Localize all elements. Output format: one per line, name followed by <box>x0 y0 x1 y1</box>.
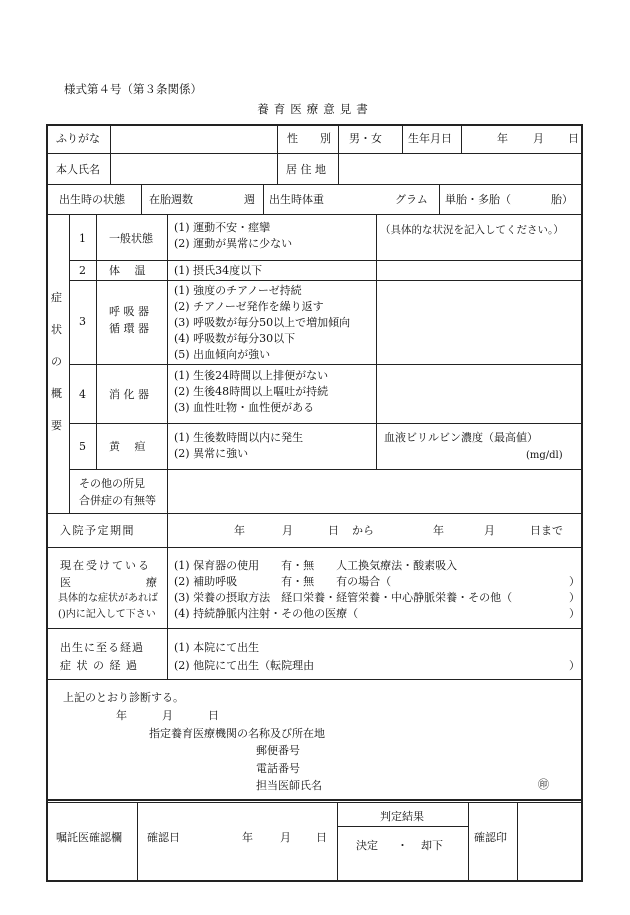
treatment-item[interactable]: (4) 持続静脈内注射・その他の医療（ <box>174 607 359 620</box>
line-v-3 <box>338 125 339 184</box>
symptom-item[interactable]: (3) 血性吐物・血性便がある <box>174 401 315 414</box>
symptoms-side-label <box>51 292 62 431</box>
other-label-line: その他の所見 <box>79 477 145 490</box>
line-v-6 <box>141 184 142 214</box>
stamp-field[interactable] <box>519 804 580 879</box>
line-v-15 <box>337 802 338 881</box>
line-v-2 <box>277 125 278 184</box>
symptom-number: 1 <box>79 232 86 245</box>
form-number: 様式第４号（第３条関係） <box>64 82 202 96</box>
weeks-unit: 週 <box>244 193 255 206</box>
line-h-1 <box>47 153 582 154</box>
birth-year-unit: 年 <box>497 132 508 145</box>
decide-option[interactable]: 決定 <box>356 839 378 852</box>
symptom-item[interactable]: (2) チアノーゼ発作を繰り返す <box>174 300 324 313</box>
symptom-name: 黄 疸 <box>109 440 146 453</box>
line-h-2 <box>47 184 582 185</box>
furigana-label: ふりがな <box>56 132 100 145</box>
line-h-11 <box>47 628 582 629</box>
close-paren: ） <box>569 575 580 588</box>
line-v-7 <box>263 184 264 214</box>
admission-end-month: 月 <box>484 524 495 537</box>
treatment-item[interactable]: (3) 栄養の摂取方法 経口栄養・経管栄養・中心静脈栄養・その他（ <box>174 591 513 604</box>
stamp-label: 確認印 <box>474 831 507 844</box>
line-h-14 <box>47 802 582 803</box>
line-h-3 <box>47 214 582 215</box>
line-h-8 <box>69 469 582 470</box>
treatment-label-2b: 療 <box>146 576 157 589</box>
line-v-5 <box>461 125 462 153</box>
side-char: 概 <box>51 387 62 400</box>
line-h-10 <box>47 547 582 548</box>
sex-options[interactable]: 男・女 <box>349 132 382 145</box>
treatment-items <box>174 560 512 619</box>
course-label-1: 出生に至る経過 <box>60 641 144 654</box>
confirm-date-label: 確認日 <box>147 831 180 844</box>
treatment-label-1: 現在受けている <box>60 559 151 572</box>
admission-from: から <box>352 524 374 537</box>
line-v-11 <box>167 214 168 513</box>
symptom-number: 3 <box>79 315 86 328</box>
admission-start-day: 日 <box>328 524 339 537</box>
symptom-number: 4 <box>79 388 86 401</box>
confirm-month: 月 <box>280 831 291 844</box>
symptom-item[interactable]: (1) 強度のチアノーゼ持続 <box>174 284 302 297</box>
side-char: 状 <box>51 323 62 336</box>
birth-month-unit: 月 <box>533 132 544 145</box>
admission-until: 日まで <box>530 524 563 537</box>
symptom-items <box>174 285 350 360</box>
confirm-day: 日 <box>316 831 327 844</box>
line-v-8 <box>439 184 440 214</box>
symptom-item[interactable]: (5) 出血傾向が強い <box>174 348 271 361</box>
symptom-item[interactable]: (1) 運動不安・痙攣 <box>174 221 271 234</box>
symptom-name <box>109 306 149 334</box>
symptom-name-line: 呼 吸 器 <box>109 305 149 318</box>
multiplicity-unit: 胎） <box>551 193 573 206</box>
side-char: の <box>51 355 62 368</box>
line-h-13 <box>47 799 582 801</box>
line-v-4 <box>402 125 403 153</box>
treatment-label-4: ()内に記入して下さい <box>58 609 156 620</box>
admission-label: 入院予定期間 <box>60 524 135 537</box>
symptom-item[interactable]: (2) 運動が異常に少ない <box>174 237 293 250</box>
line-h-12 <box>47 679 582 680</box>
diagnosis-statement: 上記のとおり診断する。 <box>63 691 184 704</box>
line-h-7 <box>69 423 582 424</box>
line-v-16 <box>468 802 469 881</box>
judgement-label: 判定結果 <box>380 810 424 823</box>
admission-start-month: 月 <box>282 524 293 537</box>
symptom-name-line: 循 環 器 <box>109 322 149 335</box>
symptom-item[interactable]: (4) 呼吸数が毎分30以下 <box>174 332 296 345</box>
address-label: 居 住 地 <box>286 163 326 176</box>
line-v-13 <box>167 513 168 679</box>
birthdate-label: 生年月日 <box>408 132 452 145</box>
side-char: 要 <box>51 419 62 432</box>
symptom-name: 消 化 器 <box>109 388 149 401</box>
doctor-name-label: 担当医師氏名 <box>256 779 322 792</box>
symptoms-note: （具体的な状況を記入してください。） <box>380 224 564 236</box>
confirm-year: 年 <box>242 831 253 844</box>
line-v-10 <box>96 214 97 469</box>
side-char: 症 <box>51 291 62 304</box>
border-bottom <box>46 880 583 882</box>
treatment-label-3: 具体的な症状があれば <box>58 593 158 604</box>
symptom-item[interactable]: (2) 生後48時間以上嘔吐が持続 <box>174 385 329 398</box>
close-paren: ） <box>569 659 580 672</box>
declaration-day: 日 <box>208 709 219 722</box>
close-paren: ） <box>569 591 580 604</box>
symptom-items <box>174 432 303 459</box>
line-v-14 <box>137 802 138 881</box>
address-field[interactable] <box>340 155 580 183</box>
line-v-12 <box>376 214 377 469</box>
symptom-items <box>174 370 328 413</box>
symptom-item[interactable]: (1) 生後数時間以内に発生 <box>174 431 304 444</box>
line-h-5 <box>69 280 582 281</box>
multiplicity-options[interactable]: 単胎・多胎（ <box>445 193 511 206</box>
option-separator: ・ <box>397 839 408 852</box>
symptom-name: 一般状態 <box>109 232 153 245</box>
institution-label: 指定養育医療機関の名称及び所在地 <box>149 727 325 740</box>
sex-label: 性 別 <box>287 132 331 145</box>
symptom-item[interactable]: (3) 呼吸数が毎分50以上で増加傾向 <box>174 316 351 329</box>
symptom-number: 5 <box>79 440 86 453</box>
close-paren: ） <box>569 607 580 620</box>
grams-unit: グラム <box>395 193 428 206</box>
bilirubin-unit: (mg/dl) <box>526 450 563 461</box>
line-h-15 <box>337 826 468 827</box>
admission-end-year: 年 <box>433 524 444 537</box>
document-title: 養育医療意見書 <box>257 102 373 116</box>
line-h-4 <box>69 260 582 261</box>
bilirubin-label: 血液ビリルビン濃度（最高値） <box>384 431 538 444</box>
line-h-9 <box>47 513 582 514</box>
seal-icon: ㊞ <box>538 778 549 791</box>
course-item-2[interactable]: (2) 他院にて出生（転院理由 <box>174 659 315 672</box>
name-label: 本人氏名 <box>56 163 100 176</box>
other-label-line: 合併症の有無等 <box>79 494 156 507</box>
symptom-number: 2 <box>79 264 86 277</box>
birth-day-unit: 日 <box>568 132 579 145</box>
symptom-items <box>174 222 292 249</box>
treatment-label-2a: 医 <box>60 576 71 589</box>
phone-label: 電話番号 <box>256 762 300 775</box>
line-v-1 <box>110 125 111 184</box>
gestation-label: 在胎週数 <box>149 193 193 206</box>
line-v-17 <box>517 802 518 881</box>
admission-start-year: 年 <box>234 524 245 537</box>
symptom-item[interactable]: (1) 摂氏34度以下 <box>174 264 263 277</box>
reject-option[interactable]: 却下 <box>421 839 443 852</box>
declaration-month: 月 <box>162 709 173 722</box>
course-item-1[interactable]: (1) 本院にて出生 <box>174 641 260 654</box>
course-label-2: 症 状 の 経 過 <box>60 659 138 672</box>
declaration-year: 年 <box>116 709 127 722</box>
other-findings-label <box>79 478 156 506</box>
symptom-item[interactable]: (1) 生後24時間以上排便がない <box>174 369 329 382</box>
treatment-item[interactable]: (2) 補助呼吸 有・無 有の場合（ <box>174 575 392 588</box>
other-findings-field[interactable] <box>169 471 579 511</box>
birth-state-label: 出生時の状態 <box>59 193 125 206</box>
border-left <box>46 124 48 882</box>
line-h-6 <box>69 364 582 365</box>
symptom-item[interactable]: (2) 異常に強い <box>174 447 249 460</box>
symptom-name: 体 温 <box>109 264 146 277</box>
line-v-9 <box>69 214 70 513</box>
treatment-item[interactable]: (1) 保育器の使用 有・無 人工換気療法・酸素吸入 <box>174 559 458 572</box>
confirmation-label: 嘱託医確認欄 <box>56 831 122 844</box>
name-field[interactable] <box>112 155 276 183</box>
birth-weight-label: 出生時体重 <box>269 193 324 206</box>
border-right <box>581 124 583 882</box>
postal-label: 郵便番号 <box>256 744 300 757</box>
furigana-field[interactable] <box>112 126 276 152</box>
